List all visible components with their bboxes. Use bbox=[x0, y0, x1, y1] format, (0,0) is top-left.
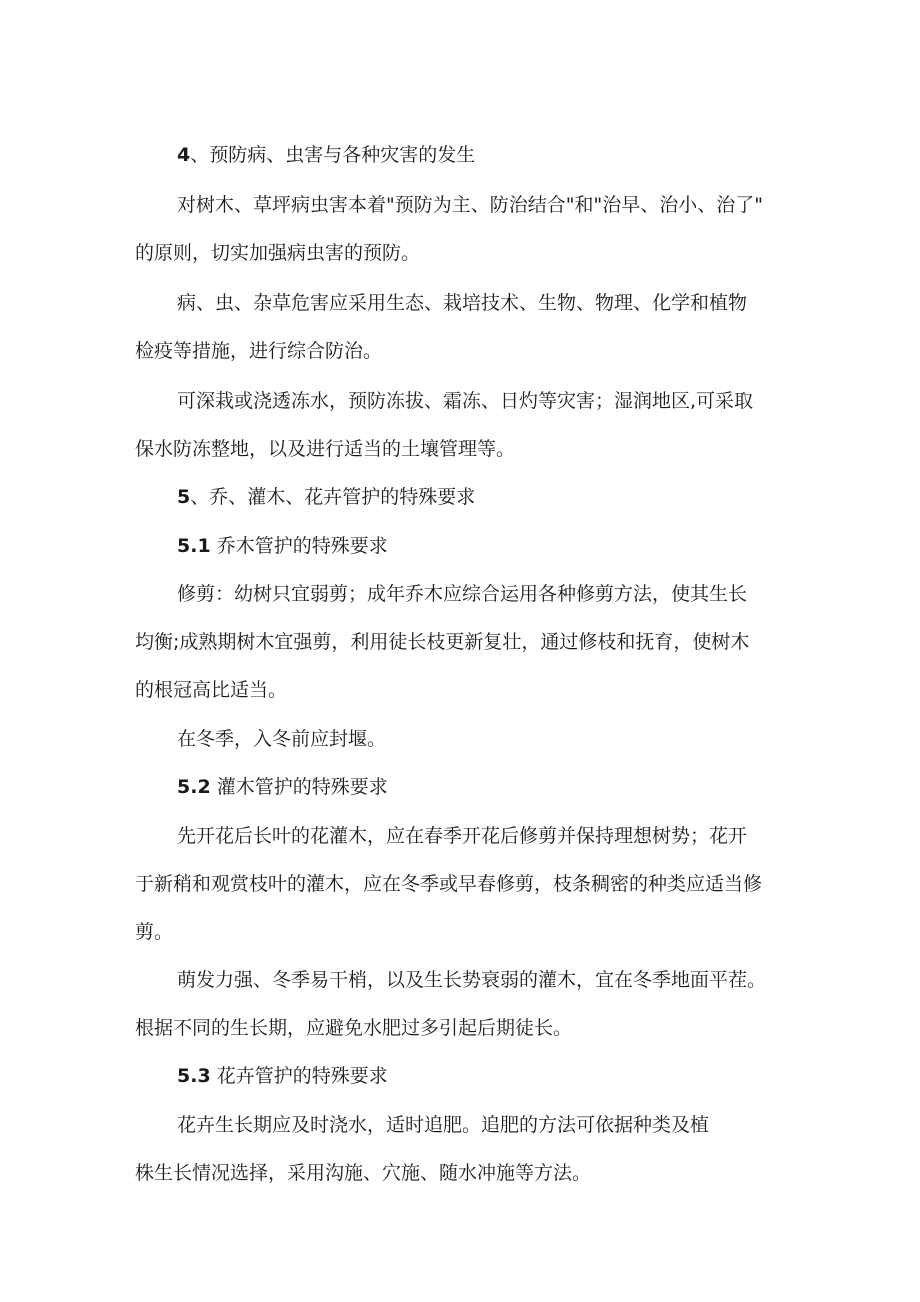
heading-number: 5.1 bbox=[177, 535, 211, 557]
paragraph-line: 在冬季，入冬前应封堰。 bbox=[177, 728, 387, 750]
paragraph-line: 的原则，切实加强病虫害的预防。 bbox=[135, 242, 421, 264]
paragraph-line: 检疫等措施，进行综合防治。 bbox=[135, 340, 383, 362]
paragraph-line: 剪。 bbox=[135, 921, 174, 943]
paragraph-frost-prevention bbox=[135, 377, 795, 473]
paragraph-line: 可深栽或浇透冻水，预防冻拔、霜冻、日灼等灾害；湿润地区,可采取 bbox=[177, 390, 754, 412]
paragraph-winter bbox=[135, 715, 837, 763]
heading-text: 灌木管护的特殊要求 bbox=[210, 776, 388, 798]
paragraph-integrated-control bbox=[135, 279, 795, 375]
heading-number: 4 bbox=[177, 144, 191, 166]
paragraph-line: 的根冠高比适当。 bbox=[135, 679, 288, 701]
paragraph-shrub-cutback bbox=[135, 956, 795, 1052]
paragraph-line: 保水防冻整地，以及进行适当的土壤管理等。 bbox=[135, 438, 516, 460]
heading-number: 5.3 bbox=[177, 1065, 211, 1087]
paragraph-line: 花卉生长期应及时浇水，适时追肥。追肥的方法可依据种类及植 bbox=[177, 1114, 710, 1136]
paragraph-line: 株生长情况选择，采用沟施、穴施、随水冲施等方法。 bbox=[135, 1162, 592, 1184]
paragraph-line: 对树木、草坪病虫害本着"预防为主、防治结合"和"治早、治小、治了" bbox=[177, 194, 763, 216]
heading-text: 花卉管护的特殊要求 bbox=[210, 1065, 388, 1087]
paragraph-line: 萌发力强、冬季易干梢，以及生长势衰弱的灌木，宜在冬季地面平茬。 bbox=[177, 969, 767, 991]
heading-5-3 bbox=[135, 1052, 837, 1100]
heading-5-1 bbox=[135, 522, 837, 570]
paragraph-line: 先开花后长叶的花灌木，应在春季开花后修剪并保持理想树势；花开 bbox=[177, 825, 748, 847]
paragraph-flower-care bbox=[135, 1101, 795, 1197]
heading-4 bbox=[135, 131, 837, 179]
paragraph-line: 病、虫、杂草危害应采用生态、栽培技术、生物、物理、化学和植物 bbox=[177, 292, 748, 314]
paragraph-shrub-pruning bbox=[135, 812, 795, 956]
paragraph-line: 均衡;成熟期树木宜强剪，利用徒长枝更新复壮，通过修枝和抚育，使树木 bbox=[135, 631, 750, 653]
heading-5 bbox=[135, 473, 837, 521]
heading-number: 5.2 bbox=[177, 776, 211, 798]
paragraph-line: 于新稍和观赏枝叶的灌木，应在冬季或早春修剪，枝条稠密的种类应适当修 bbox=[135, 873, 763, 895]
paragraph-line: 修剪：幼树只宜弱剪；成年乔木应综合运用各种修剪方法，使其生长 bbox=[177, 583, 748, 605]
heading-text: 、乔、灌木、花卉管护的特殊要求 bbox=[190, 486, 476, 508]
heading-5-2 bbox=[135, 763, 837, 811]
heading-text: 乔木管护的特殊要求 bbox=[210, 535, 388, 557]
heading-text: 、预防病、虫害与各种灾害的发生 bbox=[190, 144, 476, 166]
paragraph-tree-pruning bbox=[135, 570, 795, 714]
paragraph-line: 根据不同的生长期，应避免水肥过多引起后期徒长。 bbox=[135, 1017, 573, 1039]
paragraph-pest-principle bbox=[135, 181, 795, 277]
heading-number: 5 bbox=[177, 486, 191, 508]
